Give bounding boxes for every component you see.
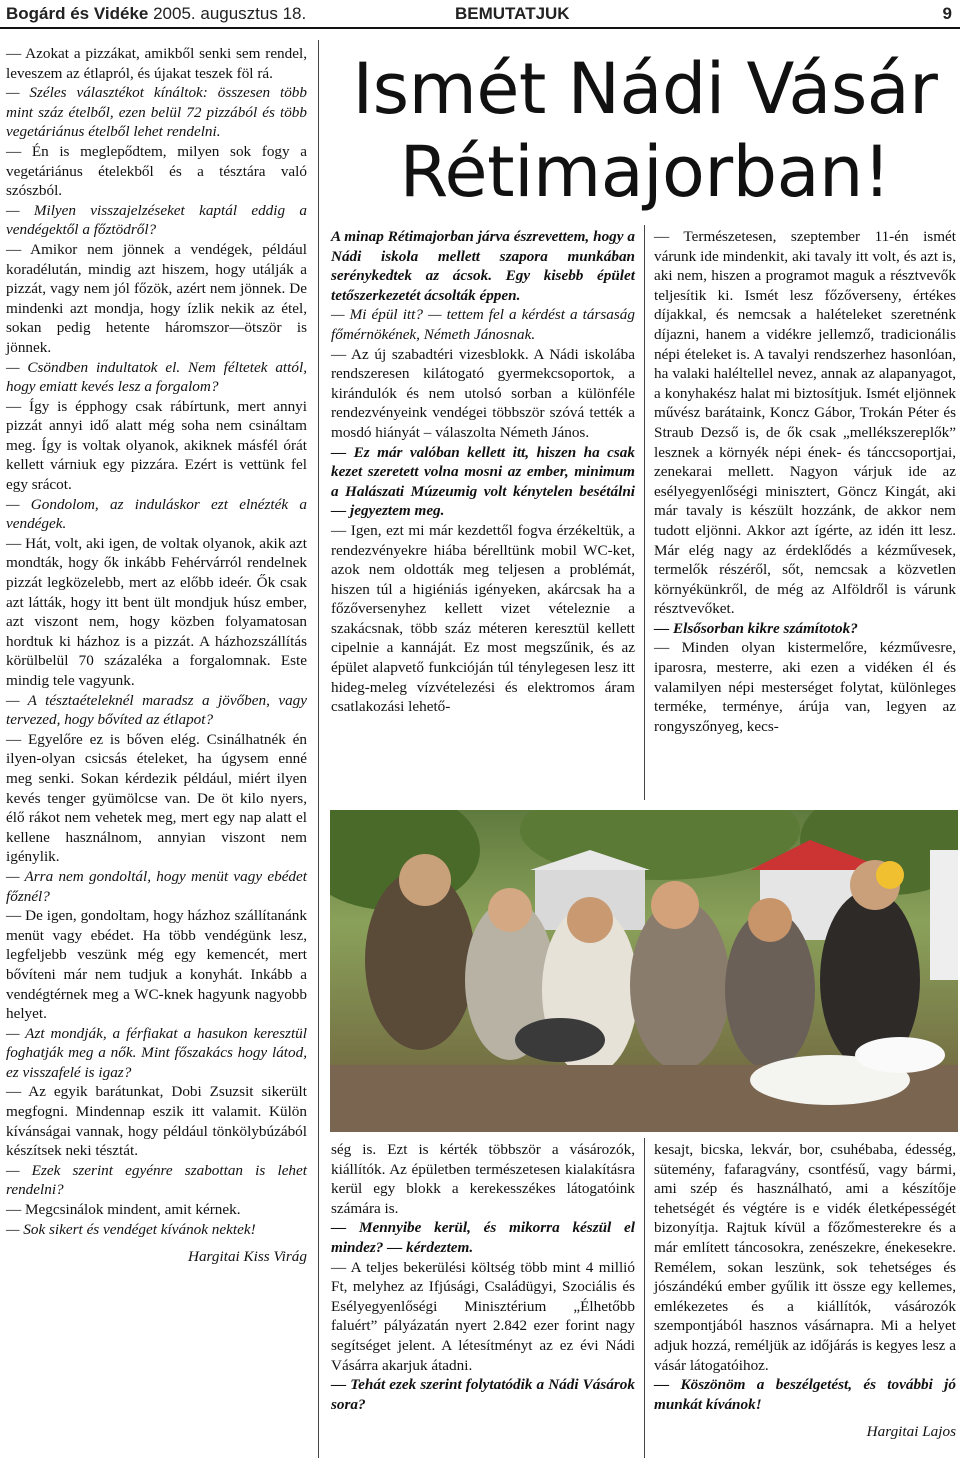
- header-rule: [0, 27, 960, 29]
- article-paragraph: — Ezek szerint egyénre szabottan is lehet rendelni?: [6, 1161, 307, 1199]
- article-column-2-bottom: [331, 1140, 635, 1414]
- article-column-2-top: [331, 227, 635, 717]
- article-paragraph: — A teljes bekerülési költség több mint 4 millió Ft, melyhez az Ifjúsági, Családügyi, Szociális és Esélyegyenlőségi Minisztérium „Élhetőbb faluért” pályázatán nyert 2.842 ezer forint nagy segítséget jelent. A létesítményt az ez évi Nádi Vásárra akarjuk átadni.: [331, 1258, 635, 1374]
- article-paragraph: — Köszönöm a beszélgetést, és további jó munkát kívánok!: [654, 1376, 956, 1413]
- article-paragraph: — Arra nem gondoltál, hogy menüt vagy ebédet főznél?: [6, 867, 307, 905]
- column-divider-3: [644, 1138, 645, 1458]
- section-title: BEMUTATJUK: [455, 4, 570, 23]
- author-signature: Hargitai Kiss Virág: [188, 1248, 307, 1266]
- article-paragraph: — Megcsinálok mindent, amit kérnek.: [6, 1201, 241, 1219]
- page-header: [0, 0, 960, 30]
- article-paragraph: kesajt, bicska, lekvár, bor, csuhébaba, édesség, sütemény, fafaragvány, csontfésű, vagy bármi, ami szép és használható, ami a készítője tehetségét és végtére is e vidék életképességét bizonyítja. Rajtuk kívül a főzőmesterekre és a már említett táncosokra, zenészekre, énekesekre. Remélem, sokan leszünk, sok tehetséges és jószándékú ember gyűlik itt össze egy kellemes, emlékezetes és a kiállítók, vásározók szempontjából hasznos vásárnapra. Mi a helyet adjuk hozzá, reméljük az időjárás is kegyes lesz a vásár látogatóihoz.: [654, 1141, 956, 1374]
- article-column-3-top: [654, 227, 956, 736]
- article-paragraph: — Így is épphogy csak rábírtunk, mert annyi pizzát annyi idő alatt még soha nem csináltam meg. Így is voltak olyanok, akiknek másfél órát kellett várniuk egy pizzára. Ezért is vettünk fel egy srácot.: [6, 397, 307, 494]
- article-paragraph: ség is. Ezt is kérték többször a vásározók, kiállítók. Az épületben természetesen kialakításra kerül egy blokk a kerekesszékes látogatóink számára is.: [331, 1141, 635, 1217]
- headline-line-1: Ismét Nádi Vásár: [352, 48, 938, 130]
- article-paragraph: — Széles választékot kínáltok: összesen több mint száz ételből, ezen belül 72 pizzából és több vegetáriánus ételből lehet rendelni.: [6, 84, 307, 141]
- article-paragraph: — Az új szabadtéri vizesblokk. A Nádi iskolába rendszeresen kilátogató gyermekcsoportok, a kirándulók és nem utolsó sorban a különféle rendezvényeink vendégei többször szóvá tették a mosdó hiányát – válaszolta Németh János.: [331, 345, 635, 441]
- article-paragraph: — Elsősorban kikre számítotok?: [654, 619, 858, 637]
- article-headline: [335, 48, 955, 214]
- article-paragraph: — Azt mondják, a férfiakat a hasukon keresztül foghatják meg a nők. Mint főszakács hogy látod, ez visszafelé is igaz?: [6, 1024, 307, 1081]
- article-column-3-bottom: [654, 1140, 956, 1442]
- article-paragraph: — Gondolom, az induláskor ezt elnézték a vendégek.: [6, 495, 307, 533]
- publication-name: Bogárd és Vidéke: [6, 4, 149, 23]
- article-paragraph: — Csöndben indultatok el. Nem féltetek attól, hogy emiatt kevés lesz a forgalom?: [6, 358, 307, 396]
- article-paragraph: — Amikor nem jönnek a vendégek, például koradélután, mindig azt hiszem, hogy utálják a pizzát, vagy nem jól főzök, azért nem jönnek. De mindenki azt mondja, hogy ízlik nekik az étel, sokan pedig hetente háromszor—ötször is jönnek.: [6, 240, 307, 356]
- article-paragraph: — Minden olyan kistermelőre, kézművesre, iparosra, mesterre, aki ezen a vidéken él és valamilyen népi mesterséget folytat, különleges terméke, terménye, árúja van, legyen az rongyszőnyeg, kecs-: [654, 639, 956, 735]
- article-paragraph: — De igen, gondoltam, hogy házhoz szállítanánk menüt vagy ebédet. Ha több vendégünk lesz, legfeljebb veszünk még egy kemencét, mert bővíteni már nem tudjuk a konyhát. Inkább a vendégtérnek meg a WC-knek hagyunk nagyobb helyet.: [6, 907, 307, 1023]
- article-paragraph: — A tésztaételeknél maradsz a jövőben, vagy tervezed, hogy bővíted az étlapot?: [6, 691, 307, 729]
- article-paragraph: — Én is meglepődtem, milyen sok fogy a vegetáriánus ételekből és a tésztára való szószból.: [6, 142, 307, 200]
- column-divider-2: [644, 225, 645, 800]
- article-paragraph: — Sok sikert és vendéget kívánok nektek!: [6, 1220, 256, 1238]
- publication-masthead: [6, 4, 306, 24]
- event-photo: [330, 810, 958, 1132]
- article-paragraph: — Azokat a pizzákat, amikből senki sem rendel, leveszem az étlapról, és újakat teszek föl rá.: [6, 45, 307, 82]
- article-paragraph: — Egyelőre ez is bőven elég. Csinálhatnék én ilyen-olyan csicsás ételeket, ha úgysem enné meg senki. Sokan kérdezik például, miért ilyen kevés tenger gyümölcse van. De öt kilo nyers, élő rákot nem vehetek meg, mert egy nap alatt el kellene használnom, annyian viszont nem igénylik.: [6, 730, 307, 866]
- article-paragraph: — Az egyik barátunkat, Dobi Zsuzsit sikerült megfogni. Mindennap eszik itt valamit. Külön kívánságai vannak, hogy például tönkölybúzából készítsek neki tésztát.: [6, 1083, 307, 1160]
- article-paragraph: — Milyen visszajelzéseket kaptál eddig a vendégektől a főztödről?: [6, 201, 307, 239]
- article-paragraph: — Hát, volt, aki igen, de voltak olyanok, akik azt mondták, hogy ők inkább Fehérvárról rendelnek pizzát legközelebb, mert az előbb ideér. Ők csak azt látták, hogy itt bent ült mondjuk húsz ember, azt viszont nem, hogy közben folyamatosan hordtuk ki házhoz is a pizzát. A házhozszállítás körülbelül 70 százaléka a forgalomnak. Este mindig tele vagyunk.: [6, 534, 307, 689]
- article-paragraph: — Tehát ezek szerint folytatódik a Nádi Vásárok sora?: [331, 1376, 635, 1413]
- column-divider-1: [318, 40, 319, 1458]
- headline-line-2: Rétimajorban!: [399, 131, 891, 213]
- article-paragraph: A minap Rétimajorban járva észrevettem, hogy a Nádi iskola mellett szapora munkában serénykedtek az ácsok. Egy kisebb épület tetőszerkezetét ácsolták éppen.: [331, 228, 635, 304]
- article-paragraph: — Igen, ezt mi már kezdettől fogva érzékeltük, a rendezvényekre hiába bérelltünk mobil WC-ket, azok nem oldották meg teljesen a problémát, hiszen túl a higiéniás igényeken, akárcsak ha a főzőversenyhez kellett vizet vételeznie a szakácsnak, több száz méteren keresztül kellett cipelnie a kannáját. Ez most megszűnik, és az épület alapvető funkcióján túl ténylegesen lesz itt hideg-meleg vízvételezési és elektromos áram csatlakozási lehető-: [331, 521, 635, 716]
- article-column-1: [6, 44, 307, 1267]
- article-paragraph: — Mennyibe kerül, és mikorra készül el mindez? — kérdeztem.: [331, 1219, 635, 1256]
- page-number: 9: [942, 4, 952, 23]
- article-paragraph: — Mi épül itt? — tettem fel a kérdést a társaság főmérnökének, Németh Jánosnak.: [331, 306, 635, 343]
- issue-date: 2005. augusztus 18.: [153, 4, 307, 23]
- article-paragraph: — Természetesen, szeptember 11-én ismét várunk ide mindenkit, aki tavaly itt volt, és azt is, aki nem, hiszen a programot maguk a résztvevők teljesítik ki. Ismét lesz főzőverseny, értékes díjakkal, és nemcsak a halételeket szeretnénk díjazni, hanem a vidékre jellemző, tradicionális népi ételeket is. A tavalyi rendszerhez hasonlóan, ha valaki haléltellel nevez, annak az alapanyagot, a konyhakész halat mi biztosítjuk. Ismét eljönnek művész barátaink, Koncz Gábor, Trokán Péter és Straub Dezső is, de ők csak „mellékszereplők” lesznek a környék népi ének- és tánccsoportjai, zenekarai mellett. Nagyon várjuk ide az esélyegyenlőségi minisztert, Göncz Kingát, aki már tavaly is készült hozzánk, de akkor nem tudott eljönni. Akkor azt ígérte, az idén itt lesz. Már elég nagy az érdeklődés a kézművesek, termelők részéről, sőt, nemcsak a közvetlen környékünkről, de még az Alföldről is várunk résztvevőket.: [654, 228, 956, 618]
- article-paragraph: — Ez már valóban kellett itt, hiszen ha csak kezet szeretett volna mosni az ember, minimum a Halászati Múzeumig volt kénytelen besétálni — jegyeztem meg.: [331, 443, 635, 520]
- author-signature: Hargitai Lajos: [866, 1423, 956, 1441]
